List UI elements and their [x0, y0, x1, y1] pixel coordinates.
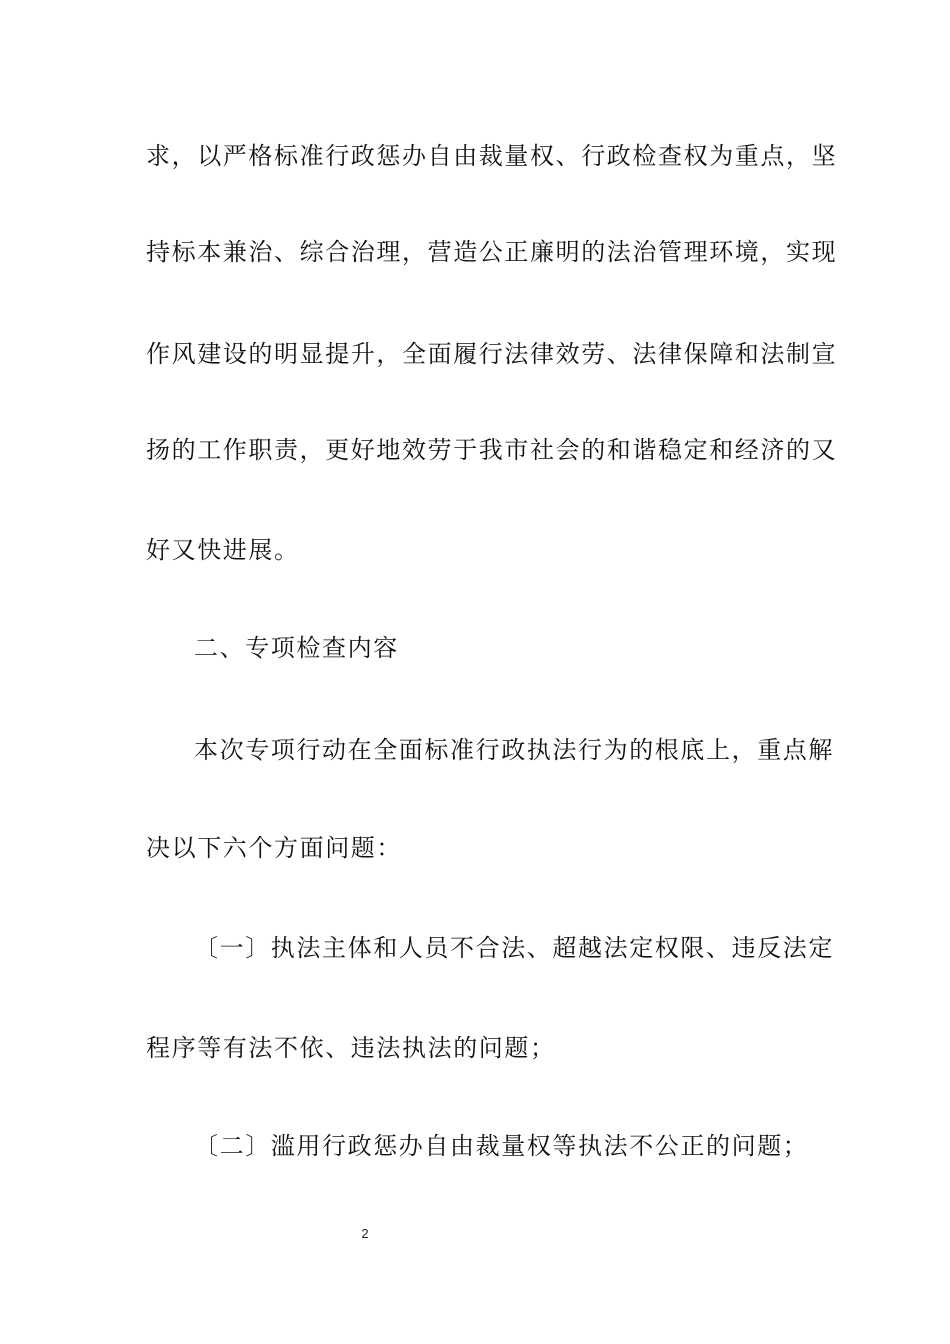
- paragraph-line-4: 扬的工作职责，更好地效劳于我市社会的和谐稳定和经济的又: [146, 436, 838, 464]
- list-item-1-line-1: 〔一〕执法主体和人员不合法、超越法定权限、违反法定: [194, 934, 834, 962]
- paragraph-line-1: 求，以严格标准行政惩办自由裁量权、行政检查权为重点，坚: [146, 142, 838, 170]
- paragraph-line-6: 本次专项行动在全面标准行政执法行为的根底上，重点解: [194, 736, 834, 764]
- list-item-1-line-2: 程序等有法不依、违法执法的问题；: [146, 1034, 556, 1062]
- section-heading: 二、专项检查内容: [194, 634, 399, 662]
- paragraph-line-2: 持标本兼治、综合治理，营造公正廉明的法治管理环境，实现: [146, 238, 838, 266]
- paragraph-line-5: 好又快进展。: [146, 536, 300, 564]
- paragraph-line-7: 决以下六个方面问题：: [146, 834, 402, 862]
- list-item-2: 〔二〕滥用行政惩办自由裁量权等执法不公正的问题；: [194, 1132, 809, 1160]
- page-number: 2: [361, 1226, 369, 1241]
- paragraph-line-3: 作风建设的明显提升，全面履行法律效劳、法律保障和法制宣: [146, 340, 838, 368]
